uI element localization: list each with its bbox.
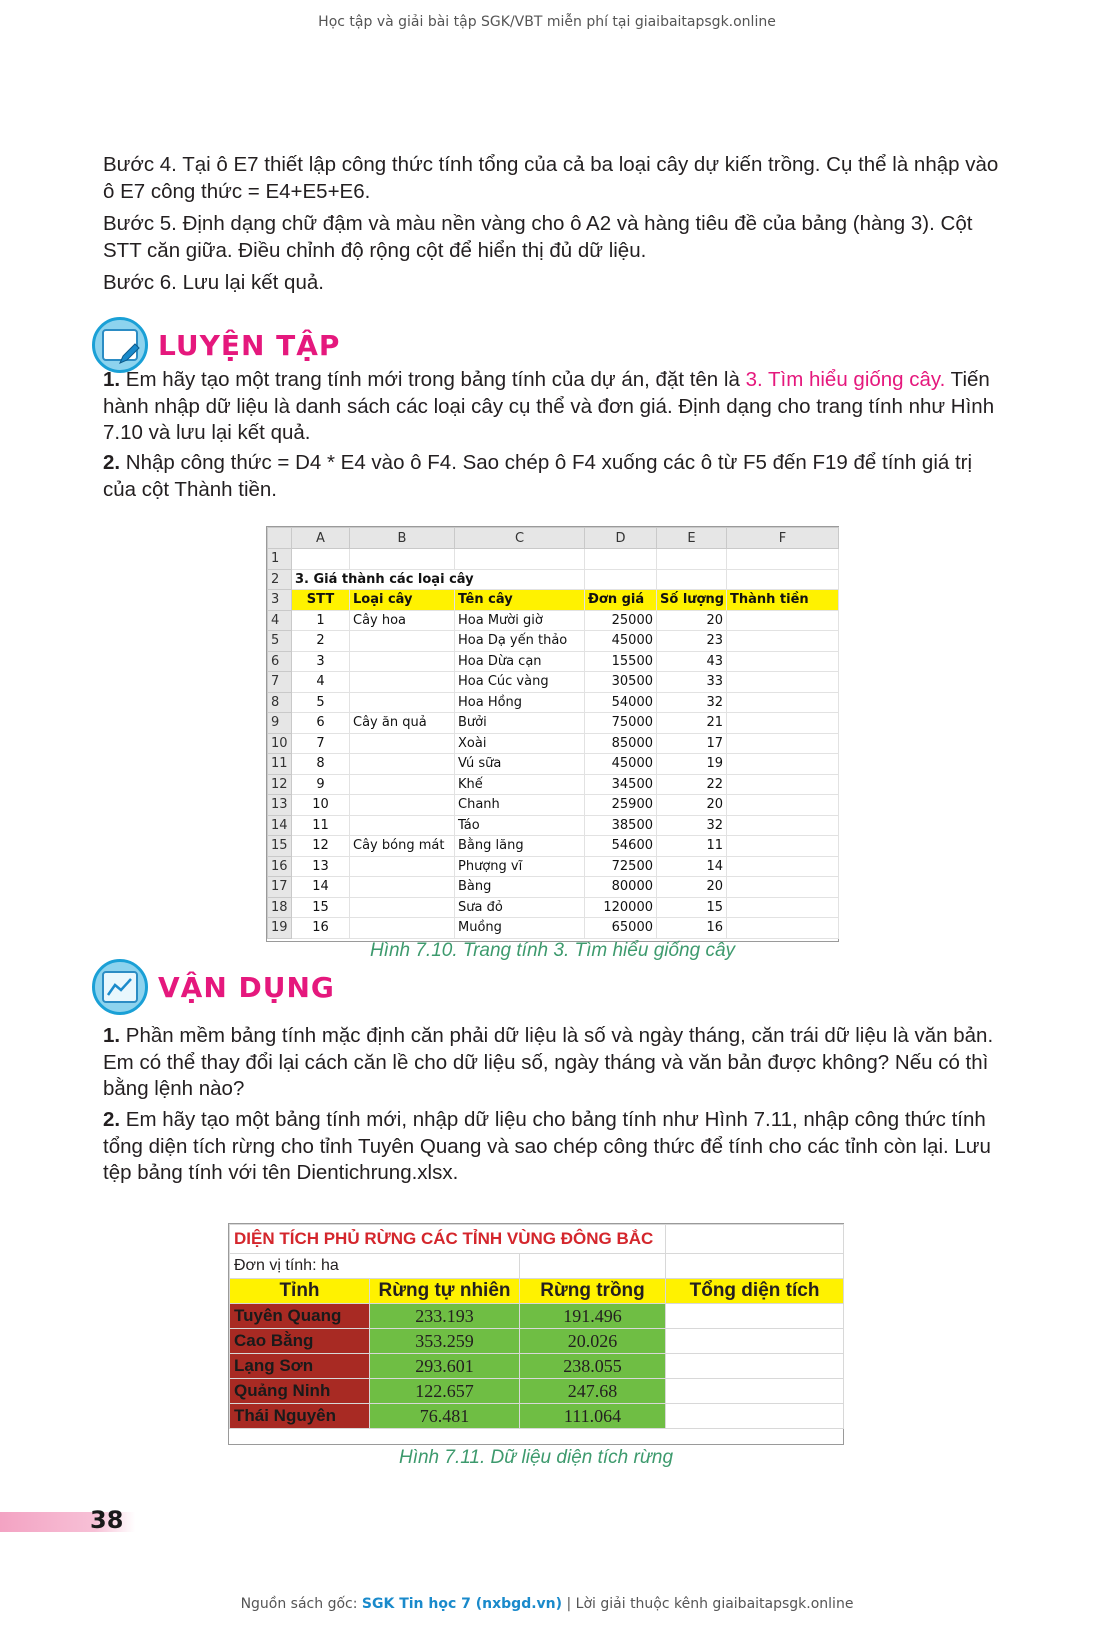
cell-stt[interactable]: 7 (292, 733, 350, 754)
cell-don-gia[interactable]: 85000 (585, 733, 657, 754)
cell-rung-tu-nhien[interactable]: 293.601 (370, 1354, 520, 1379)
cell-thanh-tien[interactable] (727, 856, 839, 877)
cell-so-luong[interactable]: 19 (657, 754, 727, 775)
cell-don-gia[interactable]: 65000 (585, 918, 657, 939)
cell-don-gia[interactable]: 54600 (585, 836, 657, 857)
row-number[interactable]: 17 (268, 877, 292, 898)
cell-tinh[interactable]: Tuyên Quang (230, 1304, 370, 1329)
cell-loai-cay[interactable]: Cây ăn quả (350, 713, 455, 734)
cell-ten-cay[interactable]: Hoa Dạ yến thảo (455, 631, 585, 652)
cell-thanh-tien[interactable] (727, 774, 839, 795)
spreadsheet-dien-tich-rung (228, 1223, 844, 1445)
cell-rung-trong[interactable]: 191.496 (520, 1304, 666, 1329)
cell-ten-cay[interactable]: Hoa Hồng (455, 692, 585, 713)
cell-tong-dien-tich[interactable] (666, 1404, 844, 1429)
cell-don-gia[interactable]: 120000 (585, 897, 657, 918)
cell-rung-tu-nhien[interactable]: 122.657 (370, 1379, 520, 1404)
cell-loai-cay[interactable] (350, 651, 455, 672)
cell-loai-cay[interactable]: Cây hoa (350, 610, 455, 631)
cell-so-luong[interactable]: 14 (657, 856, 727, 877)
cell-thanh-tien[interactable] (727, 836, 839, 857)
cell-don-gia[interactable]: 45000 (585, 631, 657, 652)
luyen-tap-heading: LUYỆN TẬP (92, 314, 340, 376)
cell-ten-cay[interactable]: Muồng (455, 918, 585, 939)
cell-thanh-tien[interactable] (727, 672, 839, 693)
cell-thanh-tien[interactable] (727, 631, 839, 652)
cell-stt[interactable]: 9 (292, 774, 350, 795)
cell-so-luong[interactable]: 43 (657, 651, 727, 672)
table-row (268, 856, 839, 877)
cell-rung-tu-nhien[interactable]: 76.481 (370, 1404, 520, 1429)
cell-don-gia[interactable]: 75000 (585, 713, 657, 734)
cell-stt[interactable]: 1 (292, 610, 350, 631)
cell-don-gia[interactable]: 72500 (585, 856, 657, 877)
cell-rung-trong[interactable]: 111.064 (520, 1404, 666, 1429)
cell-thanh-tien[interactable] (727, 897, 839, 918)
cell-thanh-tien[interactable] (727, 918, 839, 939)
cell-thanh-tien[interactable] (727, 610, 839, 631)
cell-loai-cay[interactable] (350, 877, 455, 898)
table-row (268, 774, 839, 795)
cell-ten-cay[interactable]: Bằng lăng (455, 836, 585, 857)
cell-thanh-tien[interactable] (727, 651, 839, 672)
cell-don-gia[interactable]: 54000 (585, 692, 657, 713)
table-row (268, 918, 839, 939)
cell-rung-tu-nhien[interactable]: 233.193 (370, 1304, 520, 1329)
luyen-tap-q1: 1. Em hãy tạo một trang tính mới trong bảng tính của dự án, đặt tên là 3. Tìm hiểu giống cây. Tiến hành nhập dữ liệu là danh sách các loại cây cụ thể và đơn giá. Định dạng cho trang tính như Hình 7.10 và lưu lại kết quả. (103, 368, 995, 444)
cell-thanh-tien[interactable] (727, 733, 839, 754)
cell-tong-dien-tich[interactable] (666, 1304, 844, 1329)
table-row (268, 631, 839, 652)
luyen-tap-q2: 2. Nhập công thức = D4 * E4 vào ô F4. Sao chép ô F4 xuống các ô từ F5 đến F19 để tính giá trị của cột Thành tiền. (103, 451, 973, 501)
cell-stt[interactable]: 14 (292, 877, 350, 898)
cell-don-gia[interactable]: 15500 (585, 651, 657, 672)
cell-rung-trong[interactable]: 247.68 (520, 1379, 666, 1404)
cell-ten-cay[interactable]: Bưởi (455, 713, 585, 734)
cell-don-gia[interactable]: 25900 (585, 795, 657, 816)
column-header[interactable]: E (657, 528, 727, 549)
row-number[interactable]: 19 (268, 918, 292, 939)
row-number[interactable]: 11 (268, 754, 292, 775)
cell-tinh[interactable]: Thái Nguyên (230, 1404, 370, 1429)
column-header[interactable]: A (292, 528, 350, 549)
cell-loai-cay[interactable]: Cây bóng mát (350, 836, 455, 857)
column-header[interactable]: C (455, 528, 585, 549)
row-number[interactable]: 13 (268, 795, 292, 816)
cell-so-luong[interactable]: 22 (657, 774, 727, 795)
cell-so-luong[interactable]: 17 (657, 733, 727, 754)
cell-ten-cay[interactable]: Phượng vĩ (455, 856, 585, 877)
cell-loai-cay[interactable] (350, 897, 455, 918)
cell-ten-cay[interactable]: Bàng (455, 877, 585, 898)
table-row (230, 1404, 844, 1429)
site-header: Học tập và giải bài tập SGK/VBT miễn phí tại giaibaitapsgk.online (318, 14, 776, 30)
cell-don-gia[interactable]: 80000 (585, 877, 657, 898)
cell-so-luong[interactable]: 32 (657, 692, 727, 713)
cell-so-luong[interactable]: 20 (657, 610, 727, 631)
cell-loai-cay[interactable] (350, 918, 455, 939)
cell-loai-cay[interactable] (350, 631, 455, 652)
cell-thanh-tien[interactable] (727, 754, 839, 775)
table-row (268, 836, 839, 857)
cell-rung-trong[interactable]: 20.026 (520, 1329, 666, 1354)
cell-loai-cay[interactable] (350, 856, 455, 877)
cell-so-luong[interactable]: 33 (657, 672, 727, 693)
row-number[interactable]: 15 (268, 836, 292, 857)
cell-thanh-tien[interactable] (727, 692, 839, 713)
cell-don-gia[interactable]: 38500 (585, 815, 657, 836)
cell-stt[interactable]: 5 (292, 692, 350, 713)
cell-stt[interactable]: 4 (292, 672, 350, 693)
cell-ten-cay[interactable]: Táo (455, 815, 585, 836)
sheet-title: DIỆN TÍCH PHỦ RỪNG CÁC TỈNH VÙNG ĐÔNG BẮC (230, 1225, 666, 1254)
van-dung-heading: VẬN DỤNG (92, 956, 335, 1018)
cell-don-gia[interactable]: 30500 (585, 672, 657, 693)
row-number[interactable]: 1 (268, 549, 292, 570)
cell-stt[interactable]: 6 (292, 713, 350, 734)
cell-loai-cay[interactable] (350, 795, 455, 816)
row-number[interactable]: 12 (268, 774, 292, 795)
row-number[interactable]: 3 (268, 590, 292, 611)
table-row (268, 672, 839, 693)
step-6: Bước 6. Lưu lại kết quả. (103, 271, 324, 294)
sheet-title: 3. Giá thành các loại cây (292, 569, 585, 590)
cell-tong-dien-tich[interactable] (666, 1329, 844, 1354)
row-number[interactable]: 6 (268, 651, 292, 672)
spreadsheet-giong-cay (266, 526, 839, 942)
table-row (268, 815, 839, 836)
cell-ten-cay[interactable]: Sưa đỏ (455, 897, 585, 918)
step-4: Bước 4. Tại ô E7 thiết lập công thức tính tổng của cả ba loại cây dự kiến trồng. Cụ thể là nhập vào ô E7 công thức = E4+E5+E6. (103, 153, 999, 203)
cell-thanh-tien[interactable] (727, 815, 839, 836)
cell-so-luong[interactable]: 20 (657, 877, 727, 898)
cell-ten-cay[interactable]: Hoa Dừa cạn (455, 651, 585, 672)
notepad-icon (92, 317, 148, 373)
figure-caption-7-10: Hình 7.10. Trang tính 3. Tìm hiểu giống cây (369, 940, 736, 961)
cell-ten-cay[interactable]: Vú sữa (455, 754, 585, 775)
row-number[interactable]: 2 (268, 569, 292, 590)
cell-thanh-tien[interactable] (727, 877, 839, 898)
select-all-corner[interactable] (268, 528, 292, 549)
cell-so-luong[interactable]: 11 (657, 836, 727, 857)
cell-so-luong[interactable]: 15 (657, 897, 727, 918)
row-number[interactable]: 9 (268, 713, 292, 734)
cell-so-luong[interactable]: 16 (657, 918, 727, 939)
cell-loai-cay[interactable] (350, 692, 455, 713)
cell-stt[interactable]: 3 (292, 651, 350, 672)
table-row (268, 877, 839, 898)
figure-caption-7-11: Hình 7.11. Dữ liệu diện tích rừng (398, 1447, 674, 1468)
cell-stt[interactable]: 12 (292, 836, 350, 857)
cell-stt[interactable]: 15 (292, 897, 350, 918)
cell-ten-cay[interactable]: Hoa Mười giờ (455, 610, 585, 631)
cell-loai-cay[interactable] (350, 754, 455, 775)
cell-loai-cay[interactable] (350, 733, 455, 754)
column-header[interactable]: F (727, 528, 839, 549)
table-row (230, 1329, 844, 1354)
cell-tinh[interactable]: Lạng Sơn (230, 1354, 370, 1379)
row-number[interactable]: 5 (268, 631, 292, 652)
table-row (268, 733, 839, 754)
cell-tong-dien-tich[interactable] (666, 1379, 844, 1404)
cell-rung-tu-nhien[interactable]: 353.259 (370, 1329, 520, 1354)
cell-rung-trong[interactable]: 238.055 (520, 1354, 666, 1379)
van-dung-q2: 2. Em hãy tạo một bảng tính mới, nhập dữ liệu cho bảng tính như Hình 7.11, nhập công thức tính tổng diện tích rừng cho tỉnh Tuyên Quang và sao chép công thức để tính cho các tỉnh còn lại. Lưu tệp bảng tính với tên Dientichrung.xlsx. (103, 1108, 991, 1184)
cell-so-luong[interactable]: 20 (657, 795, 727, 816)
cell-stt[interactable]: 11 (292, 815, 350, 836)
column-header-row (268, 528, 839, 549)
cell-ten-cay[interactable]: Xoài (455, 733, 585, 754)
cell-tong-dien-tich[interactable] (666, 1354, 844, 1379)
step-5: Bước 5. Định dạng chữ đậm và màu nền vàng cho ô A2 và hàng tiêu đề của bảng (hàng 3). Cột STT căn giữa. Điều chỉnh độ rộng cột để hiển thị đủ dữ liệu. (103, 212, 973, 262)
row-number[interactable]: 16 (268, 856, 292, 877)
cell-loai-cay[interactable] (350, 815, 455, 836)
cell-thanh-tien[interactable] (727, 713, 839, 734)
table-row (268, 610, 839, 631)
cell-tinh[interactable]: Cao Bằng (230, 1329, 370, 1354)
row-number[interactable]: 14 (268, 815, 292, 836)
table-row (230, 1379, 844, 1404)
site-footer: Nguồn sách gốc: SGK Tin học 7 (nxbgd.vn) | Lời giải thuộc kênh giaibaitapsgk.online (240, 1596, 854, 1612)
cell-don-gia[interactable]: 45000 (585, 754, 657, 775)
table-row (230, 1304, 844, 1329)
cell-stt[interactable]: 2 (292, 631, 350, 652)
column-header[interactable]: D (585, 528, 657, 549)
row-number[interactable]: 18 (268, 897, 292, 918)
cell-stt[interactable]: 10 (292, 795, 350, 816)
cell-stt[interactable]: 8 (292, 754, 350, 775)
table-row (268, 754, 839, 775)
cell-ten-cay[interactable]: Hoa Cúc vàng (455, 672, 585, 693)
page-number: 38 (90, 1506, 124, 1534)
cell-so-luong[interactable]: 32 (657, 815, 727, 836)
table-row (230, 1354, 844, 1379)
table-row (268, 713, 839, 734)
row-number[interactable]: 8 (268, 692, 292, 713)
computer-icon (92, 959, 148, 1015)
table-row (268, 692, 839, 713)
van-dung-q1: 1. Phần mềm bảng tính mặc định căn phải dữ liệu là số và ngày tháng, căn trái dữ liệu là văn bản. Em có thể thay đổi lại cách căn lề cho dữ liệu số, ngày tháng và văn bản được không? Nếu có thì bằng lệnh nào? (103, 1024, 994, 1100)
row-number[interactable]: 4 (268, 610, 292, 631)
cell-stt[interactable]: 13 (292, 856, 350, 877)
table-header-row: 3 STT Loại cây Tên cây Đơn giá Số lượng Thành tiền (268, 590, 839, 611)
cell-so-luong[interactable]: 23 (657, 631, 727, 652)
cell-don-gia[interactable]: 34500 (585, 774, 657, 795)
table-row (268, 651, 839, 672)
row-number[interactable]: 10 (268, 733, 292, 754)
cell-ten-cay[interactable]: Chanh (455, 795, 585, 816)
cell-don-gia[interactable]: 25000 (585, 610, 657, 631)
table-header-row: Tỉnh Rừng tự nhiên Rừng trồng Tổng diện tích (230, 1279, 844, 1304)
cell-tinh[interactable]: Quảng Ninh (230, 1379, 370, 1404)
cell-thanh-tien[interactable] (727, 795, 839, 816)
cell-loai-cay[interactable] (350, 672, 455, 693)
table-row (268, 795, 839, 816)
unit-label: Đơn vị tính: ha (230, 1254, 520, 1279)
cell-so-luong[interactable]: 21 (657, 713, 727, 734)
column-header[interactable]: B (350, 528, 455, 549)
cell-stt[interactable]: 16 (292, 918, 350, 939)
cell-ten-cay[interactable]: Khế (455, 774, 585, 795)
row-number[interactable]: 7 (268, 672, 292, 693)
cell-loai-cay[interactable] (350, 774, 455, 795)
table-row (268, 897, 839, 918)
